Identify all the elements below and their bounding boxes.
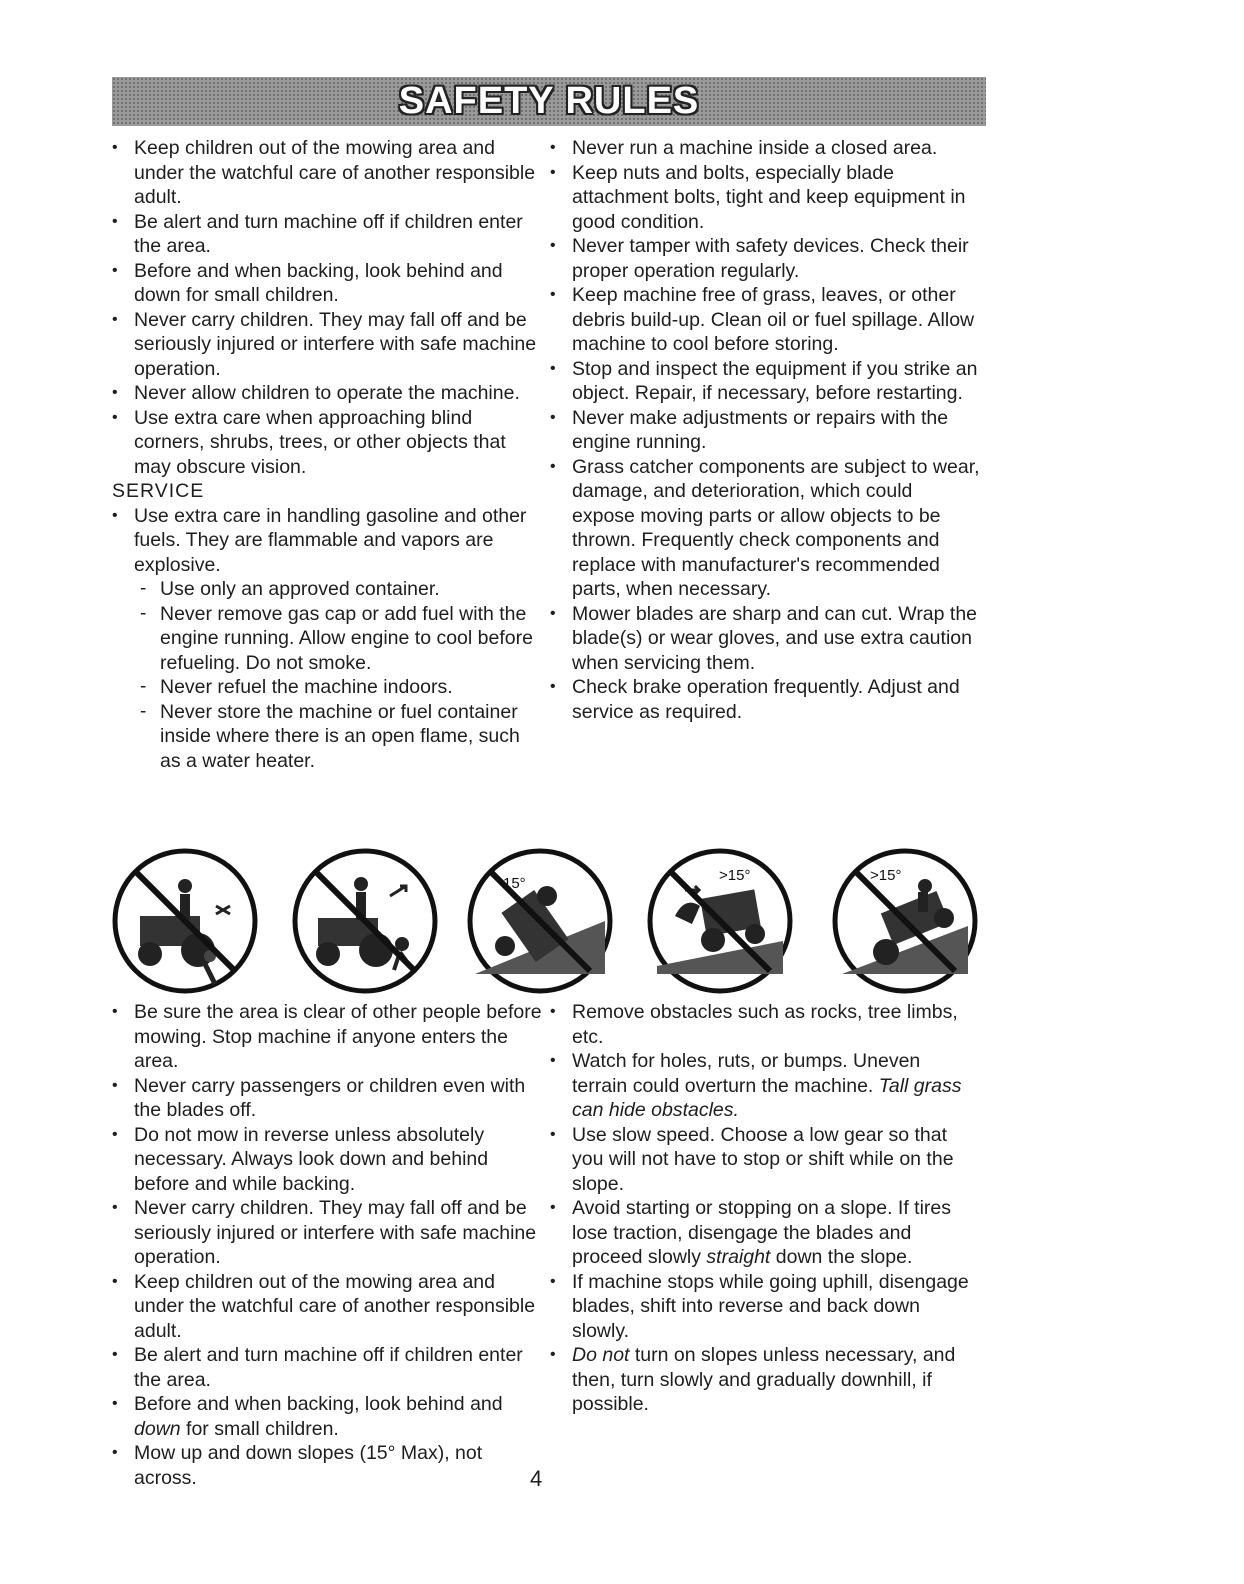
list-item: • Keep children out of the mowing area and under the watchful care of another responsible adult. (112, 1270, 542, 1344)
list-item: • Check brake operation frequently. Adjust and service as required. (550, 675, 980, 724)
service-heading: SERVICE (112, 480, 205, 502)
angle-label: >15° (870, 867, 902, 884)
safety-pictogram-row (110, 846, 990, 996)
no-passengers-icon (290, 846, 440, 996)
bottom-left-column (112, 1000, 542, 1490)
top-right-column (550, 136, 980, 724)
list-item: • Be alert and turn machine off if children enter the area. (112, 1343, 542, 1392)
list-item: • Keep nuts and bolts, especially blade attachment bolts, tight and keep equipment in good condition. (550, 161, 980, 235)
emphasis-text: Do not (572, 1344, 630, 1366)
list-item: • Use slow speed. Choose a low gear so that you will not have to stop or shift while on the slope. (550, 1123, 980, 1197)
list-item: • Before and when backing, look behind and down for small children. (112, 259, 542, 308)
page-number: 4 (530, 1466, 543, 1491)
list-item: • Stop and inspect the equipment if you strike an object. Repair, if necessary, before restarting. (550, 357, 980, 406)
emphasis-text: down (134, 1417, 181, 1440)
angle-label: 15° (503, 875, 526, 892)
list-item (550, 1196, 980, 1270)
no-children-near-mower-icon (110, 846, 260, 996)
list-item (550, 1343, 980, 1417)
across-slope-warning-icon (645, 846, 795, 996)
list-item: • If machine stops while going uphill, disengage blades, shift into reverse and back down slowly. (550, 1270, 980, 1344)
emphasis-text: straight (706, 1246, 771, 1268)
list-item: • Keep children out of the mowing area and under the watchful care of another responsible adult. (112, 136, 542, 210)
sub-list-item: - Use only an approved container. (112, 577, 542, 602)
text-fragment: for small children. (180, 1417, 339, 1440)
list-item: • Never carry children. They may fall off and be seriously injured or interfere with safe machine operation. (112, 1196, 542, 1270)
list-item: • Grass catcher components are subject to wear, damage, and deterioration, which could expose moving parts or allow objects to be thrown. Frequently check components and replace with manufacturer's recommended parts, when necessary. (550, 455, 980, 602)
list-item: • Never make adjustments or repairs with the engine running. (550, 406, 980, 455)
list-item: • Keep machine free of grass, leaves, or other debris build-up. Clean oil or fuel spillage. Allow machine to cool before storing. (550, 283, 980, 357)
list-item: • Mow up and down slopes (15° Max), not across. (112, 1441, 542, 1490)
tip-over-warning-icon (830, 846, 980, 996)
page-title: SAFETY RULES (398, 80, 700, 122)
angle-label: >15° (719, 867, 751, 884)
list-item: • Mower blades are sharp and can cut. Wrap the blade(s) or wear gloves, and use extra caution when servicing them. (550, 602, 980, 676)
list-item: • Do not mow in reverse unless absolutely necessary. Always look down and behind before and while backing. (112, 1123, 542, 1197)
list-item: • Never carry children. They may fall off and be seriously injured or interfere with safe machine operation. (112, 308, 542, 382)
sub-list-item: - Never remove gas cap or add fuel with the engine running. Allow engine to cool before refueling. Do not smoke. (112, 602, 542, 676)
sub-list-item: - Never refuel the machine indoors. (112, 675, 542, 700)
list-item: • Never carry passengers or children even with the blades off. (112, 1074, 542, 1123)
slope-tipping-warning-icon (465, 846, 615, 996)
safety-rules-banner (112, 77, 986, 126)
text-fragment: down the slope. (770, 1246, 913, 1268)
list-item: • Never run a machine inside a closed area. (550, 136, 980, 161)
emphasis-text: Tall grass can hide obstacles. (572, 1074, 962, 1121)
text-fragment: Before and when backing, look behind and (134, 1393, 503, 1415)
list-item: • Use extra care in handling gasoline and other fuels. They are flammable and vapors are explosive. (112, 504, 542, 578)
text-fragment: Avoid starting or stopping on a slope. If tires lose traction, disengage the blades and proceed slowly (572, 1197, 952, 1268)
list-item (550, 1049, 980, 1123)
text-fragment: Watch for holes, ruts, or bumps. Uneven terrain could overturn the machine. (572, 1050, 921, 1097)
sub-list-item: - Never store the machine or fuel container inside where there is an open flame, such as a water heater. (112, 700, 542, 774)
text-fragment: turn on slopes unless necessary, and then, turn slowly and gradually downhill, if possible. (572, 1344, 956, 1415)
list-item: • Be sure the area is clear of other people before mowing. Stop machine if anyone enters the area. (112, 1000, 542, 1074)
list-item: • Remove obstacles such as rocks, tree limbs, etc. (550, 1000, 980, 1049)
bottom-right-column (550, 1000, 980, 1417)
list-item: • Be alert and turn machine off if children enter the area. (112, 210, 542, 259)
list-item: • Never tamper with safety devices. Check their proper operation regularly. (550, 234, 980, 283)
list-item: • Use extra care when approaching blind corners, shrubs, trees, or other objects that may obscure vision. (112, 406, 542, 480)
list-item (112, 1392, 542, 1441)
list-item: • Never allow children to operate the machine. (112, 381, 542, 406)
top-left-column (112, 136, 542, 773)
